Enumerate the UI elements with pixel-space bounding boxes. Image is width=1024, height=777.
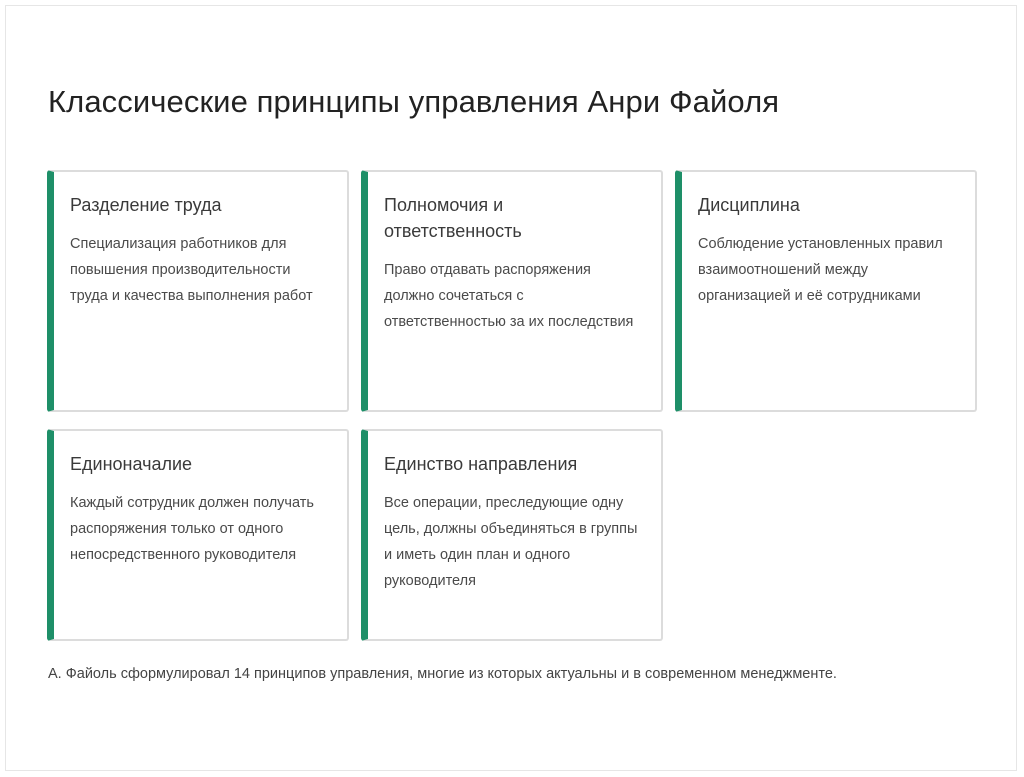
slide-title: Классические принципы управления Анри Файоля xyxy=(48,84,780,119)
card-title: Разделение труда xyxy=(70,195,222,215)
card-title: Дисциплина xyxy=(698,195,800,215)
principle-card-discipline xyxy=(675,170,977,412)
card-text: Все операции, преследующие одну цель, должны объединяться в группы и иметь один план и одного руководителя xyxy=(384,495,638,589)
principle-card-unity-of-direction xyxy=(361,429,663,641)
card-text: Соблюдение установленных правил взаимоотношений между организацией и её сотрудниками xyxy=(698,236,943,304)
footnote: А. Файоль сформулировал 14 принципов управления, многие из которых актуальны и в современном менеджменте. xyxy=(48,666,837,682)
principle-card-unity-of-command xyxy=(47,429,349,641)
principle-card-division-of-labor xyxy=(47,170,349,412)
card-text: Право отдавать распоряжения должно сочетаться с ответственностью за их последствия xyxy=(384,262,634,330)
card-text: Специализация работников для повышения производительности труда и качества выполнения работ xyxy=(70,236,313,304)
card-title: Полномочия и ответственность xyxy=(384,195,522,241)
card-title: Единство направления xyxy=(384,454,578,474)
card-title: Единоначалие xyxy=(70,454,193,474)
card-text: Каждый сотрудник должен получать распоряжения только от одного непосредственного руководителя xyxy=(70,495,314,563)
principle-card-authority-responsibility xyxy=(361,170,663,412)
